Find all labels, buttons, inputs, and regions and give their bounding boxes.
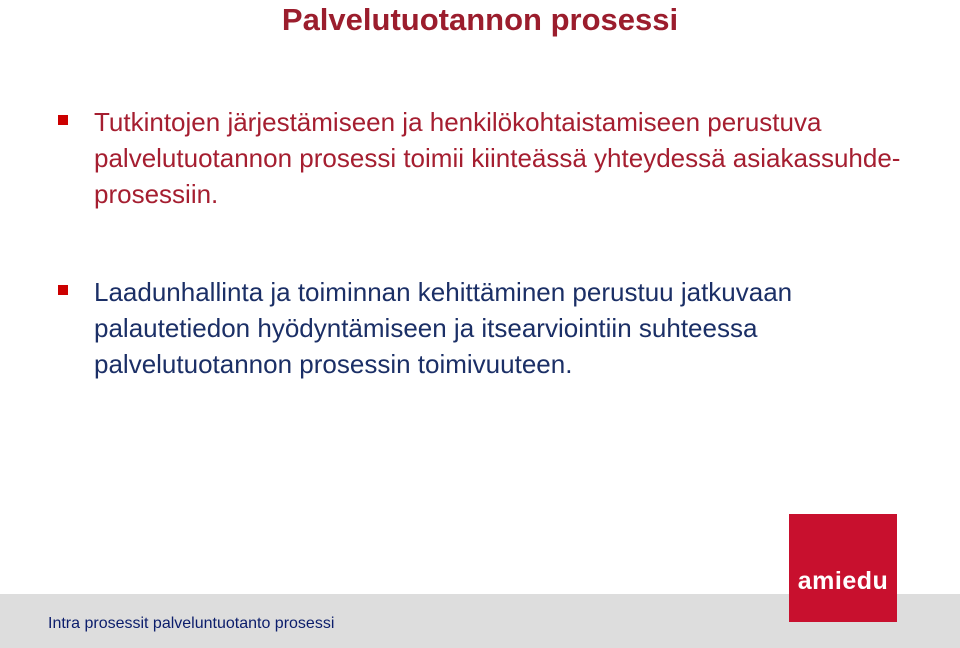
bullet-text-1: Tutkintojen järjestämiseen ja henkilökohtaistamiseen perustuva palvelutuotannon prosessi toimii kiinteässä yhteydessä asiakassuhde-prosessiin. (94, 107, 901, 209)
bullet-item-2 (94, 274, 934, 382)
amiedu-logo (789, 514, 897, 622)
slide-title: Palvelutuotannon prosessi (281, 2, 679, 37)
square-bullet-icon (58, 285, 68, 295)
logo-text: amiedu (797, 567, 889, 595)
bullet-text-2: Laadunhallinta ja toiminnan kehittäminen perustuu jatkuvaan palautetiedon hyödyntämiseen ja itsearviointiin suhteessa palvelutuotannon prosessin toimivuuteen. (94, 277, 793, 379)
footer-text: Intra prosessit palveluntuotanto prosessi (48, 615, 335, 632)
bullet-item-1 (94, 104, 934, 212)
square-bullet-icon (58, 115, 68, 125)
